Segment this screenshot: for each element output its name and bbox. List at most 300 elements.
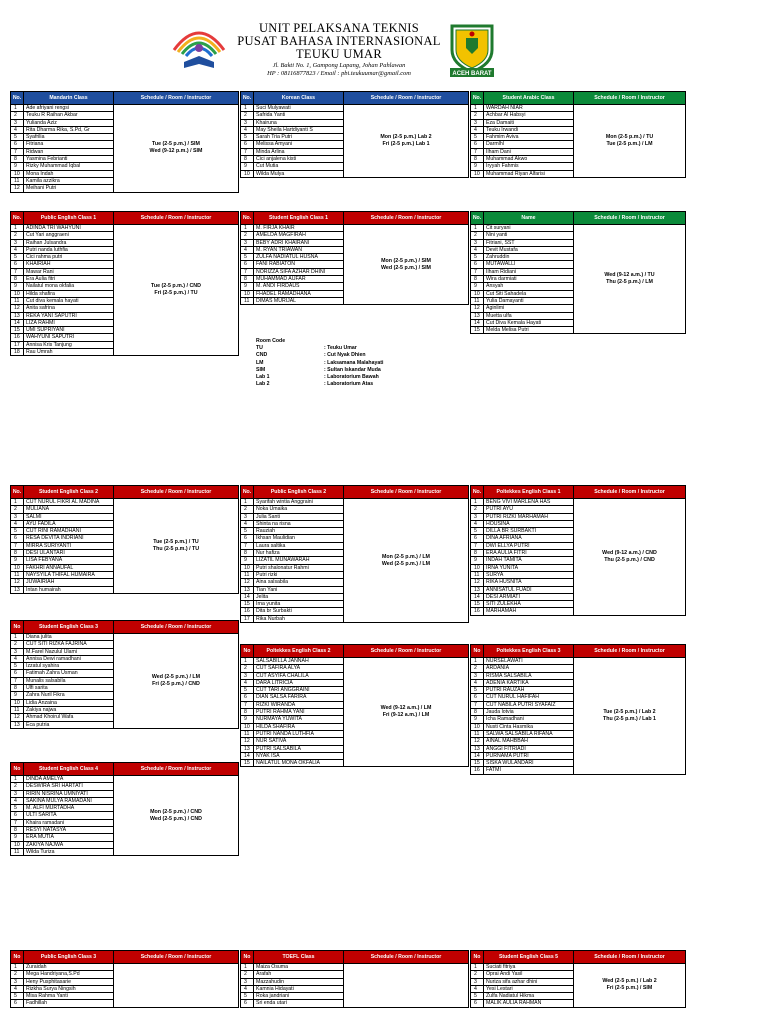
table-header [11, 621, 238, 633]
student-name: RIZKI WIRANDA [254, 701, 343, 708]
row-number: 1 [11, 775, 23, 782]
student-name: BEBY ADRI KHAIRANI [254, 239, 343, 246]
row-number: 6 [241, 140, 253, 147]
header-schedule: Schedule / Room / Instructor [594, 489, 665, 495]
header-class-name: Student English Class 5 [484, 951, 574, 963]
row-number: 13 [471, 586, 483, 593]
student-name: CUT RINI RAMADHANI [24, 527, 113, 534]
student-name: ARDANIA [484, 664, 573, 671]
student-name: Muhammad Riyan Alfarisi [484, 170, 573, 177]
row-number: 8 [471, 549, 483, 556]
student-name: Annisa Dewi ramadhani [24, 655, 113, 662]
room-code-entry [256, 367, 383, 374]
row-number: 3 [241, 978, 253, 985]
header-no: No [241, 951, 254, 963]
student-name: RIKA HUSNITA [484, 578, 573, 585]
header-schedule: Schedule / Room / Instructor [140, 954, 212, 960]
class-table-student3 [10, 620, 239, 729]
table-header [11, 763, 238, 775]
name-column [484, 224, 574, 333]
student-name: Cut Diva Kemala Hayati [484, 319, 573, 326]
header-class-name: Korean Class [254, 92, 344, 104]
student-name: ZAKIYA NAJWA [24, 841, 113, 848]
row-number: 2 [241, 231, 253, 238]
name-column [484, 104, 574, 177]
row-number: 2 [11, 111, 23, 118]
student-name: Muhammad Akwo [484, 155, 573, 162]
row-number: 3 [11, 513, 23, 520]
row-number: 6 [11, 811, 23, 818]
student-name: NAILATUL MONA OKFALIA [254, 759, 343, 766]
student-name: Heny Pusphitasarie [24, 978, 113, 985]
header-no: No [471, 645, 484, 657]
student-name: M. ALFI MURTADHA [24, 804, 113, 811]
student-name: NURMAYA YUWITA [254, 715, 343, 722]
student-name: ERA MUTIA [24, 833, 113, 840]
name-column [24, 775, 114, 855]
row-number: 9 [471, 162, 483, 169]
class-table-student5 [470, 950, 686, 1008]
row-number: 13 [11, 312, 23, 319]
header-class-name: Poltekkes English Class 2 [254, 645, 344, 657]
student-name: ZULFA NADIATUL HUSNA [254, 253, 343, 260]
row-number: 6 [11, 140, 23, 147]
row-number: 4 [241, 985, 253, 992]
number-column [241, 104, 254, 177]
student-name: DESWIRA SRI HARTATI [24, 782, 113, 789]
student-name: Julia Santi [254, 513, 343, 520]
row-number: 3 [471, 978, 483, 985]
row-number: 2 [471, 664, 483, 671]
student-name: Syafrilia [24, 133, 113, 140]
row-number: 1 [241, 224, 253, 231]
student-name: LIZA RAHMI [24, 319, 113, 326]
student-name: Nini yanti [484, 231, 573, 238]
student-name: Rita Dharma Rika, S.Pd, Gr [24, 126, 113, 133]
student-name: FANI RABIATON [254, 260, 343, 267]
row-number: 16 [471, 766, 483, 773]
row-number: 14 [471, 319, 483, 326]
student-name: Putri nanda luthfia [24, 246, 113, 253]
row-number: 2 [471, 970, 483, 977]
room-code-entry [256, 374, 383, 381]
student-name: Fadhillah [24, 999, 113, 1006]
page-header [0, 0, 768, 85]
row-number: 2 [11, 640, 23, 647]
row-number: 5 [471, 133, 483, 140]
student-name: FHADEL RAMADHANA [254, 290, 343, 297]
title-line-3: TEUKU UMAR [296, 47, 382, 61]
schedule-cell: Mon (2-5 p.m.) / LM Wed (2-5 p.m.) / LM [344, 498, 468, 622]
student-name: MALIK AULIA RAHMAN [484, 999, 573, 1006]
header-no: No. [11, 212, 24, 224]
row-number: 1 [471, 963, 483, 970]
class-table-poltekkes3 [470, 644, 686, 775]
row-number: 6 [471, 693, 483, 700]
student-name: Yulianda Aziz [24, 119, 113, 126]
row-number: 8 [11, 684, 23, 691]
header-schedule: Schedule / Room / Instructor [370, 215, 442, 221]
student-name: KHAIRIAH [24, 260, 113, 267]
table-header [241, 486, 468, 498]
row-number: 7 [11, 677, 23, 684]
class-table-poltekkes1 [470, 485, 686, 616]
row-number: 7 [471, 701, 483, 708]
student-name: Nuriza sifa azhar dhini [484, 978, 573, 985]
row-number: 10 [11, 841, 23, 848]
row-number: 8 [241, 275, 253, 282]
student-name: MARHAMAH [484, 607, 573, 614]
room-code-heading: Room Code [256, 338, 286, 344]
room-code-legend [256, 338, 383, 388]
row-number: 12 [11, 184, 23, 191]
row-number: 14 [241, 593, 253, 600]
number-column [241, 963, 254, 1007]
header-schedule: Schedule / Room / Instructor [594, 954, 665, 960]
student-name: Aina salsabila [254, 578, 343, 585]
row-number: 11 [241, 571, 253, 578]
student-name: PURNAMA PUTRI [484, 752, 573, 759]
row-number: 1 [241, 963, 253, 970]
row-number: 3 [241, 672, 253, 679]
student-name: MIRRA SURIYANTI [24, 542, 113, 549]
room-code: SIM [256, 366, 266, 373]
student-name: AMELDA MAGFIRAH [254, 231, 343, 238]
student-name: PUTRI SALSABILA [254, 745, 343, 752]
row-number: 9 [471, 282, 483, 289]
student-name: Fitriana [24, 140, 113, 147]
row-number: 3 [11, 790, 23, 797]
header-no: No. [11, 486, 24, 498]
row-number: 2 [241, 664, 253, 671]
header-schedule: Schedule / Room / Instructor [594, 95, 665, 101]
student-name: M. RYAN TRIAWAN [254, 246, 343, 253]
student-name: May Sheila Hartdiyanti S [254, 126, 343, 133]
student-name: Zakiya najwa [24, 706, 113, 713]
student-name: Zulfa Nadiatul Hikma [484, 992, 573, 999]
student-name: Jauda lotvia [484, 708, 573, 715]
row-number: 5 [241, 527, 253, 534]
student-name: Kamila azzikra [24, 177, 113, 184]
row-number: 11 [241, 730, 253, 737]
row-number: 4 [11, 126, 23, 133]
student-name: PUTRI RIZKI MARHAMAH [484, 513, 573, 520]
row-number: 4 [471, 246, 483, 253]
row-number: 3 [11, 978, 23, 985]
row-number: 13 [11, 721, 23, 728]
row-number: 1 [11, 224, 23, 231]
row-number: 7 [11, 148, 23, 155]
row-number: 14 [241, 752, 253, 759]
student-name: Irna yunita [254, 600, 343, 607]
row-number: 12 [471, 304, 483, 311]
student-name: Aginlimi [484, 304, 573, 311]
row-number: 17 [11, 341, 23, 348]
student-name: Roka jandriani [254, 992, 343, 999]
student-name: IRNA YUNITA [484, 564, 573, 571]
student-name: Lidia Anzaina [24, 699, 113, 706]
row-number: 8 [11, 275, 23, 282]
student-name: NORIZZA SIFA AZHAR DHINI [254, 268, 343, 275]
number-column [241, 498, 254, 622]
student-name: Sarah Tria Putri [254, 133, 343, 140]
name-column [254, 498, 344, 622]
row-number: 3 [471, 672, 483, 679]
student-name: Muetta ulfa [484, 312, 573, 319]
table-header [241, 92, 468, 104]
student-name: SALSABILLA JANNAH [254, 657, 343, 664]
student-name: Wilda Turiza [24, 848, 113, 855]
row-number: 8 [241, 549, 253, 556]
row-number: 6 [241, 534, 253, 541]
row-number: 6 [471, 260, 483, 267]
student-name: Cut Yari anggraeni [24, 231, 113, 238]
student-name: LISA FEBYANA [24, 556, 113, 563]
number-column [241, 224, 254, 304]
row-number: 9 [241, 162, 253, 169]
row-number: 13 [241, 586, 253, 593]
student-name: Maiza Osuma [254, 963, 343, 970]
header-no: No. [241, 92, 254, 104]
row-number: 6 [11, 669, 23, 676]
header-schedule: Schedule / Room / Instructor [370, 95, 442, 101]
header-class-name: Public English Class 2 [254, 486, 344, 498]
number-column [11, 775, 24, 855]
student-name: BENG VIVI MARLENA HAS [484, 498, 573, 505]
student-name: Melissa Amyani [254, 140, 343, 147]
row-number: 4 [241, 126, 253, 133]
row-number: 5 [471, 992, 483, 999]
student-name: AINAL MAHBBAH [484, 737, 573, 744]
row-number: 1 [471, 104, 483, 111]
row-number: 2 [11, 231, 23, 238]
row-number: 10 [471, 723, 483, 730]
row-number: 10 [471, 170, 483, 177]
row-number: 1 [11, 963, 23, 970]
schedule-cell: Wed (9-12 a.m.) / TU Thu (2-5 p.m.) / LM [574, 224, 685, 333]
student-name: AYU FADILA [24, 520, 113, 527]
row-number: 9 [11, 282, 23, 289]
student-name: PUTRI RAHMA YANI [254, 708, 343, 715]
number-column [471, 657, 484, 774]
student-name: Putri shalonatur Rahmi [254, 564, 343, 571]
student-name: CUT SAFIRA ALYA [254, 664, 343, 671]
student-name: Syarifah wintia Anggraini [254, 498, 343, 505]
row-number: 8 [471, 708, 483, 715]
header-schedule: Schedule / Room / Instructor [140, 624, 212, 630]
student-name: HOUSINA [484, 520, 573, 527]
student-name: CUT NABILA PUTRI SYAFAIZ [484, 701, 573, 708]
row-number: 6 [241, 260, 253, 267]
row-number: 9 [11, 691, 23, 698]
header-class-name: Student English Class 3 [24, 621, 114, 633]
header-schedule: Schedule / Room / Instructor [140, 489, 212, 495]
row-number: 4 [11, 246, 23, 253]
student-name: JUWAIRIAH [24, 578, 113, 585]
row-number: 10 [241, 290, 253, 297]
room-name: : Teuku Umar [324, 345, 357, 352]
class-table-student1 [240, 211, 469, 305]
row-number: 9 [11, 162, 23, 169]
row-number: 2 [11, 970, 23, 977]
row-number: 2 [11, 505, 23, 512]
student-name: WAHYUNI SAPUTRI [24, 333, 113, 340]
row-number: 6 [241, 999, 253, 1006]
table-header [241, 645, 468, 657]
header-class-name: Mandarin Class [24, 92, 114, 104]
schedule-cell: Mon (2-5 p.m.) / SIM Wed (2-5 p.m.) / SIM [344, 224, 468, 304]
table-header [471, 212, 685, 224]
student-name: MULIANA [24, 505, 113, 512]
row-number: 1 [471, 224, 483, 231]
table-header [11, 92, 238, 104]
student-name: DARA LITRICIA [254, 679, 343, 686]
student-name: Ilham Dani [484, 148, 573, 155]
row-number: 13 [11, 586, 23, 593]
student-name: M.Farel Nazulul Ulami [24, 648, 113, 655]
row-number: 14 [471, 752, 483, 759]
student-name: Annisa Kris Tanjung [24, 341, 113, 348]
student-name: Shinta na risna [254, 520, 343, 527]
student-name: Noka Umaika [254, 505, 343, 512]
header-schedule: Schedule / Room / Instructor [370, 489, 442, 495]
student-name: Hilda shafira [24, 290, 113, 297]
row-number: 4 [11, 655, 23, 662]
student-name: DESI ULANTARI [24, 549, 113, 556]
row-number: 16 [471, 607, 483, 614]
row-number: 3 [11, 648, 23, 655]
student-name: SAKINA MULYA RAMADANI [24, 797, 113, 804]
student-name: Mawar Rani [24, 268, 113, 275]
student-name: ADINDA TRI WAHYUNI [24, 224, 113, 231]
number-column [241, 657, 254, 766]
header-class-name: Poltekkes English Class 1 [484, 486, 574, 498]
table-header [471, 486, 685, 498]
header-no: No [241, 645, 254, 657]
row-number: 12 [11, 578, 23, 585]
row-number: 2 [241, 505, 253, 512]
row-number: 12 [471, 737, 483, 744]
student-name: Rika Nurbah [254, 615, 343, 622]
room-code: Lab 1 [256, 374, 270, 381]
student-name: Nur hafiza [254, 549, 343, 556]
table-header [11, 486, 238, 498]
schedule-cell: Tue (2-5 p.m.) / TU Thu (2-5 p.m.) / TU [114, 498, 238, 593]
row-number: 15 [471, 600, 483, 607]
student-name: Laura saltika [254, 542, 343, 549]
student-name: Cut Siti Sahadela [484, 290, 573, 297]
header-schedule: Schedule / Room / Instructor [140, 215, 212, 221]
row-number: 9 [471, 556, 483, 563]
row-number: 11 [11, 706, 23, 713]
row-number: 10 [241, 564, 253, 571]
student-name: Zahra Nuril Fikra [24, 691, 113, 698]
row-number: 4 [11, 797, 23, 804]
student-name: CUT SITI RIZKA FAJRINA [24, 640, 113, 647]
table-header [241, 212, 468, 224]
student-name: Nusti Cinta Hasmika [484, 723, 573, 730]
number-column [11, 633, 24, 728]
student-name: Achbar Al Habsyi [484, 111, 573, 118]
student-name: CUT ASYIFA CHALILA [254, 672, 343, 679]
row-number: 1 [241, 657, 253, 664]
row-number: 14 [471, 593, 483, 600]
number-column [471, 963, 484, 1007]
header-class-name: Student English Class 1 [254, 212, 344, 224]
student-name: Meihani Putri [24, 184, 113, 191]
schedule-cell: Tue (2-5 p.m.) / Lab 2 Thu (2-5 p.m.) / Lab 1 [574, 657, 685, 774]
class-table-extra [470, 211, 686, 334]
student-name: NURSELAWATI [484, 657, 573, 664]
name-column [254, 963, 344, 1007]
table-header [11, 212, 238, 224]
row-number: 15 [471, 759, 483, 766]
student-name: Anita safrina [24, 304, 113, 311]
student-name: Icha Ramadhani [484, 715, 573, 722]
student-name: Ilham Ridiani [484, 268, 573, 275]
row-number: 2 [11, 782, 23, 789]
title-line-1: UNIT PELAKSANA TEKNIS [258, 21, 419, 35]
row-number: 13 [471, 312, 483, 319]
row-number: 17 [241, 615, 253, 622]
row-number: 7 [241, 542, 253, 549]
row-number: 4 [471, 126, 483, 133]
room-name: : Laksamana Malahayati [324, 359, 384, 366]
row-number: 4 [471, 679, 483, 686]
row-number: 7 [471, 148, 483, 155]
row-number: 11 [471, 571, 483, 578]
contact-line: HP : 08116877823 / Email : pbi.teukuumar@gmail.com [267, 70, 411, 77]
student-name: Yulia Damayanti [484, 297, 573, 304]
number-column [11, 963, 24, 1007]
student-name: FAKHRI ANNAUFAL [24, 564, 113, 571]
student-name: Wira darmiati [484, 275, 573, 282]
student-name: RESA DEVITA INDRIANI [24, 534, 113, 541]
name-column [254, 657, 344, 766]
student-name: Eca putria [24, 721, 113, 728]
row-number: 2 [241, 111, 253, 118]
student-name: Raihan Julsandra [24, 239, 113, 246]
student-name: DILLA BR SURBAKTI [484, 527, 573, 534]
row-number: 4 [471, 985, 483, 992]
student-name: Mega Handriyana,S.Pd [24, 970, 113, 977]
name-column [484, 963, 574, 1007]
student-name: Mazzahudin [254, 978, 343, 985]
header-no: No [11, 763, 24, 775]
row-number: 11 [11, 848, 23, 855]
student-name: SALWA SALSABILA RIFANA [484, 730, 573, 737]
student-name: Cici anjalena kisti [254, 155, 343, 162]
row-number: 2 [471, 505, 483, 512]
student-name: Cut Mutia [254, 162, 343, 169]
row-number: 7 [241, 268, 253, 275]
row-number: 10 [11, 290, 23, 297]
row-number: 1 [11, 104, 23, 111]
row-number: 10 [241, 723, 253, 730]
header-schedule: Schedule / Room / Instructor [140, 766, 212, 772]
room-code-entry [256, 360, 383, 367]
room-name: : Laboratorium Bawah [324, 374, 379, 381]
student-name: Kamnia Hidayati [254, 985, 343, 992]
row-number: 7 [241, 148, 253, 155]
row-number: 9 [241, 715, 253, 722]
row-number: 7 [241, 701, 253, 708]
room-name: : Cut Nyak Dhien [324, 352, 366, 359]
header-no: No [471, 951, 484, 963]
table-header [471, 92, 685, 104]
student-name: Oprai Andi Yasil [484, 970, 573, 977]
header-class-name: Public English Class 1 [24, 212, 114, 224]
